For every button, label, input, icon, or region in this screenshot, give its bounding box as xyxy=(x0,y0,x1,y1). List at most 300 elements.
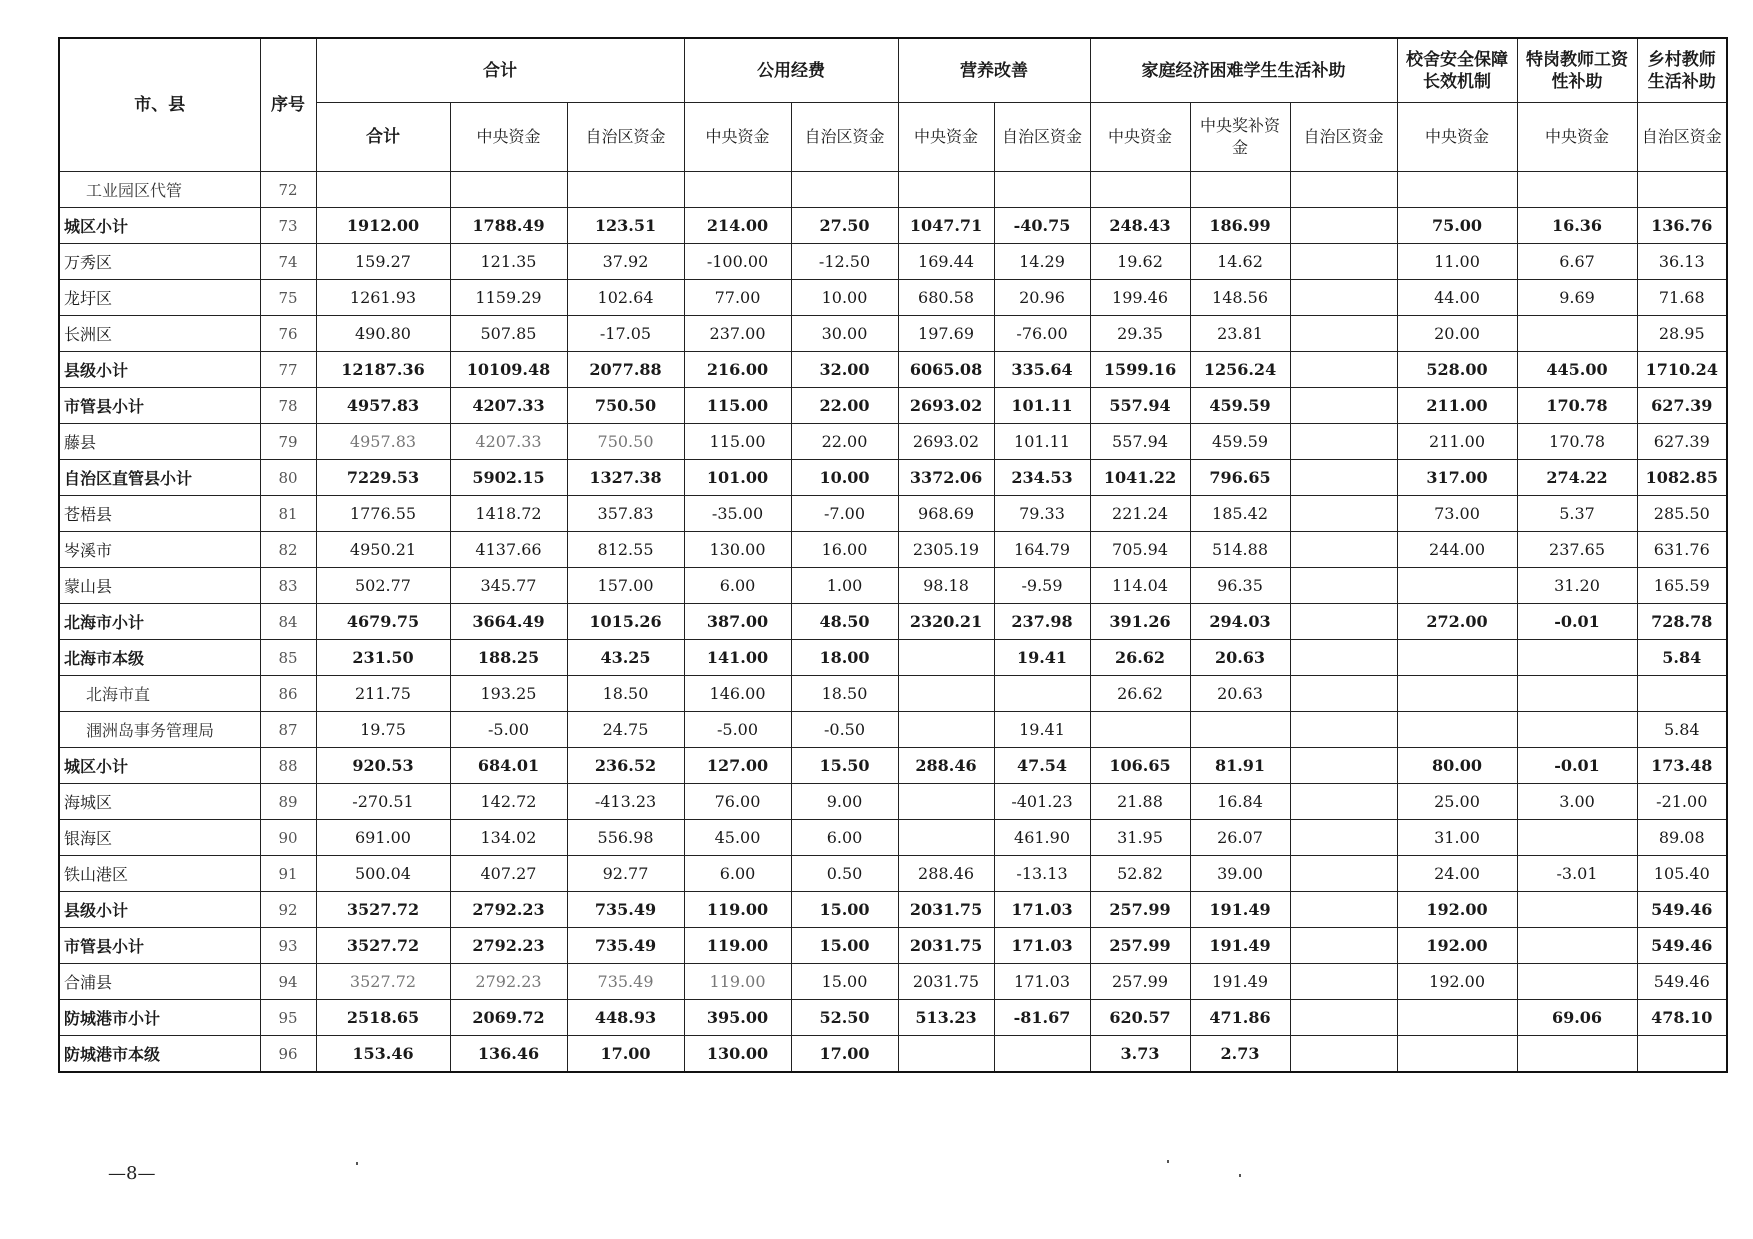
row-value-cell: 80.00 xyxy=(1397,748,1517,784)
row-value-cell: 557.94 xyxy=(1090,424,1190,460)
row-value-cell xyxy=(994,676,1090,712)
row-region-name: 涠洲岛事务管理局 xyxy=(59,712,260,748)
row-seq: 95 xyxy=(260,1000,316,1036)
row-value-cell: -21.00 xyxy=(1637,784,1727,820)
row-value-cell: 18.50 xyxy=(567,676,684,712)
row-value-cell: 728.78 xyxy=(1637,604,1727,640)
row-value-cell: 288.46 xyxy=(898,856,994,892)
row-seq: 86 xyxy=(260,676,316,712)
row-value-cell: 1327.38 xyxy=(567,460,684,496)
row-value-cell: 44.00 xyxy=(1397,280,1517,316)
row-value-cell xyxy=(1397,676,1517,712)
row-value-cell: 115.00 xyxy=(684,388,791,424)
row-value-cell: 136.46 xyxy=(450,1036,567,1073)
row-value-cell: 214.00 xyxy=(684,208,791,244)
row-value-cell: 12187.36 xyxy=(316,352,450,388)
row-value-cell: 490.80 xyxy=(316,316,450,352)
row-value-cell xyxy=(1090,712,1190,748)
row-value-cell: 170.78 xyxy=(1517,388,1637,424)
row-value-cell: -81.67 xyxy=(994,1000,1090,1036)
row-value-cell: 77.00 xyxy=(684,280,791,316)
row-value-cell: 22.00 xyxy=(791,424,898,460)
row-value-cell: 25.00 xyxy=(1397,784,1517,820)
row-value-cell: 2792.23 xyxy=(450,928,567,964)
row-seq: 80 xyxy=(260,460,316,496)
row-value-cell: 274.22 xyxy=(1517,460,1637,496)
row-value-cell: 17.00 xyxy=(791,1036,898,1073)
row-value-cell: 750.50 xyxy=(567,424,684,460)
row-value-cell: 148.56 xyxy=(1190,280,1290,316)
table-row xyxy=(59,928,1727,964)
table-row xyxy=(59,280,1727,316)
row-value-cell: 2.73 xyxy=(1190,1036,1290,1073)
row-value-cell: 705.94 xyxy=(1090,532,1190,568)
row-region-name: 自治区直管县小计 xyxy=(59,460,260,496)
row-value-cell: 10.00 xyxy=(791,460,898,496)
table-row xyxy=(59,820,1727,856)
header-group-public-funds: 公用经费 xyxy=(684,38,898,103)
row-region-name: 城区小计 xyxy=(59,748,260,784)
row-value-cell: 6065.08 xyxy=(898,352,994,388)
row-value-cell: 459.59 xyxy=(1190,424,1290,460)
scan-speck xyxy=(1167,1160,1169,1163)
row-value-cell: -100.00 xyxy=(684,244,791,280)
row-value-cell: 3372.06 xyxy=(898,460,994,496)
row-value-cell: 71.68 xyxy=(1637,280,1727,316)
row-value-cell: 7229.53 xyxy=(316,460,450,496)
row-value-cell: 4950.21 xyxy=(316,532,450,568)
row-value-cell xyxy=(1290,640,1397,676)
row-value-cell: 18.00 xyxy=(791,640,898,676)
table-row xyxy=(59,496,1727,532)
row-region-name: 龙圩区 xyxy=(59,280,260,316)
row-value-cell: 1082.85 xyxy=(1637,460,1727,496)
row-value-cell: 257.99 xyxy=(1090,964,1190,1000)
row-value-cell: 3.00 xyxy=(1517,784,1637,820)
row-value-cell: 257.99 xyxy=(1090,892,1190,928)
row-value-cell: 407.27 xyxy=(450,856,567,892)
row-value-cell: 37.92 xyxy=(567,244,684,280)
row-value-cell xyxy=(1290,928,1397,964)
header-sub-regional: 自治区资金 xyxy=(994,103,1090,172)
row-seq: 73 xyxy=(260,208,316,244)
table-row xyxy=(59,532,1727,568)
row-value-cell: 52.82 xyxy=(1090,856,1190,892)
row-value-cell xyxy=(1290,208,1397,244)
header-sub-central: 中央资金 xyxy=(1517,103,1637,172)
row-value-cell: 119.00 xyxy=(684,892,791,928)
row-value-cell: 26.62 xyxy=(1090,640,1190,676)
row-region-name: 苍梧县 xyxy=(59,496,260,532)
row-value-cell: -401.23 xyxy=(994,784,1090,820)
row-value-cell: 16.00 xyxy=(791,532,898,568)
header-sub-central-award: 中央奖补资金 xyxy=(1190,103,1290,172)
header-sub-regional: 自治区资金 xyxy=(1290,103,1397,172)
row-value-cell xyxy=(1290,316,1397,352)
row-value-cell xyxy=(1290,280,1397,316)
row-value-cell: 1041.22 xyxy=(1090,460,1190,496)
row-value-cell: 20.96 xyxy=(994,280,1090,316)
table-row xyxy=(59,1036,1727,1073)
row-value-cell: 288.46 xyxy=(898,748,994,784)
row-value-cell: -17.05 xyxy=(567,316,684,352)
row-value-cell: 43.25 xyxy=(567,640,684,676)
row-value-cell: 445.00 xyxy=(1517,352,1637,388)
row-value-cell: 211.75 xyxy=(316,676,450,712)
row-value-cell xyxy=(898,784,994,820)
row-value-cell: 211.00 xyxy=(1397,424,1517,460)
row-value-cell xyxy=(994,1036,1090,1073)
row-value-cell: 513.23 xyxy=(898,1000,994,1036)
row-value-cell: 20.63 xyxy=(1190,640,1290,676)
row-value-cell: -5.00 xyxy=(684,712,791,748)
row-value-cell xyxy=(1397,172,1517,208)
table-row xyxy=(59,568,1727,604)
row-value-cell xyxy=(1517,676,1637,712)
row-value-cell: 236.52 xyxy=(567,748,684,784)
row-value-cell: 20.63 xyxy=(1190,676,1290,712)
row-value-cell: 514.88 xyxy=(1190,532,1290,568)
row-value-cell: 237.00 xyxy=(684,316,791,352)
row-value-cell xyxy=(684,172,791,208)
row-value-cell: 735.49 xyxy=(567,892,684,928)
row-value-cell xyxy=(1397,712,1517,748)
header-group-rural-teacher: 乡村教师生活补助 xyxy=(1637,38,1727,103)
row-value-cell: 6.00 xyxy=(684,856,791,892)
row-value-cell: 6.00 xyxy=(791,820,898,856)
row-value-cell: 4679.75 xyxy=(316,604,450,640)
row-value-cell: 69.06 xyxy=(1517,1000,1637,1036)
row-value-cell xyxy=(1290,856,1397,892)
row-value-cell xyxy=(567,172,684,208)
row-value-cell: 18.50 xyxy=(791,676,898,712)
row-value-cell: 130.00 xyxy=(684,1036,791,1073)
row-value-cell: 164.79 xyxy=(994,532,1090,568)
header-sub-total: 合计 xyxy=(316,103,450,172)
row-value-cell: 3.73 xyxy=(1090,1036,1190,1073)
row-seq: 78 xyxy=(260,388,316,424)
table-row xyxy=(59,1000,1727,1036)
row-value-cell: 627.39 xyxy=(1637,388,1727,424)
row-value-cell: 272.00 xyxy=(1397,604,1517,640)
row-value-cell: 31.20 xyxy=(1517,568,1637,604)
row-value-cell: 96.35 xyxy=(1190,568,1290,604)
row-value-cell: 146.00 xyxy=(684,676,791,712)
row-value-cell: 105.40 xyxy=(1637,856,1727,892)
row-value-cell xyxy=(450,172,567,208)
table-row xyxy=(59,604,1727,640)
row-value-cell: 1256.24 xyxy=(1190,352,1290,388)
row-value-cell: 237.65 xyxy=(1517,532,1637,568)
row-seq: 76 xyxy=(260,316,316,352)
row-value-cell: 31.00 xyxy=(1397,820,1517,856)
table-row xyxy=(59,640,1727,676)
row-value-cell xyxy=(1290,568,1397,604)
row-value-cell: 170.78 xyxy=(1517,424,1637,460)
row-seq: 92 xyxy=(260,892,316,928)
row-value-cell: 123.51 xyxy=(567,208,684,244)
row-value-cell: 157.00 xyxy=(567,568,684,604)
row-value-cell: 549.46 xyxy=(1637,964,1727,1000)
row-value-cell: 199.46 xyxy=(1090,280,1190,316)
row-value-cell: 391.26 xyxy=(1090,604,1190,640)
row-value-cell: 627.39 xyxy=(1637,424,1727,460)
row-value-cell: 19.62 xyxy=(1090,244,1190,280)
row-value-cell xyxy=(1290,388,1397,424)
row-value-cell xyxy=(1290,676,1397,712)
row-value-cell xyxy=(1517,928,1637,964)
row-seq: 79 xyxy=(260,424,316,460)
row-value-cell: 5902.15 xyxy=(450,460,567,496)
row-value-cell: 171.03 xyxy=(994,928,1090,964)
row-value-cell: 115.00 xyxy=(684,424,791,460)
row-value-cell xyxy=(791,172,898,208)
row-value-cell: 3527.72 xyxy=(316,928,450,964)
row-value-cell: 17.00 xyxy=(567,1036,684,1073)
row-value-cell xyxy=(898,820,994,856)
table-row xyxy=(59,676,1727,712)
table-row xyxy=(59,352,1727,388)
row-value-cell: 1710.24 xyxy=(1637,352,1727,388)
row-seq: 72 xyxy=(260,172,316,208)
row-value-cell: 2077.88 xyxy=(567,352,684,388)
row-value-cell: 119.00 xyxy=(684,964,791,1000)
row-value-cell: 3664.49 xyxy=(450,604,567,640)
row-value-cell: 11.00 xyxy=(1397,244,1517,280)
row-value-cell xyxy=(898,712,994,748)
row-value-cell xyxy=(1190,172,1290,208)
row-value-cell xyxy=(1290,532,1397,568)
table-row xyxy=(59,208,1727,244)
row-value-cell: 549.46 xyxy=(1637,928,1727,964)
row-value-cell: 165.59 xyxy=(1637,568,1727,604)
row-value-cell: 2305.19 xyxy=(898,532,994,568)
row-value-cell: 134.02 xyxy=(450,820,567,856)
row-value-cell: 98.18 xyxy=(898,568,994,604)
row-value-cell: 216.00 xyxy=(684,352,791,388)
row-region-name: 藤县 xyxy=(59,424,260,460)
row-value-cell: 750.50 xyxy=(567,388,684,424)
row-value-cell: 15.00 xyxy=(791,928,898,964)
row-value-cell: 20.00 xyxy=(1397,316,1517,352)
row-value-cell: 357.83 xyxy=(567,496,684,532)
row-value-cell xyxy=(1190,712,1290,748)
row-seq: 87 xyxy=(260,712,316,748)
row-value-cell: 237.98 xyxy=(994,604,1090,640)
row-region-name: 县级小计 xyxy=(59,892,260,928)
row-region-name: 市管县小计 xyxy=(59,388,260,424)
row-value-cell xyxy=(316,172,450,208)
row-seq: 82 xyxy=(260,532,316,568)
row-value-cell: 1776.55 xyxy=(316,496,450,532)
row-value-cell: -413.23 xyxy=(567,784,684,820)
row-value-cell: 2792.23 xyxy=(450,892,567,928)
row-value-cell: 48.50 xyxy=(791,604,898,640)
row-value-cell: 2320.21 xyxy=(898,604,994,640)
row-region-name: 县级小计 xyxy=(59,352,260,388)
row-value-cell: 5.84 xyxy=(1637,712,1727,748)
row-value-cell: 29.35 xyxy=(1090,316,1190,352)
row-value-cell: 14.29 xyxy=(994,244,1090,280)
row-value-cell xyxy=(1637,172,1727,208)
row-value-cell: 812.55 xyxy=(567,532,684,568)
row-value-cell: 684.01 xyxy=(450,748,567,784)
row-value-cell: 10.00 xyxy=(791,280,898,316)
row-value-cell: 631.76 xyxy=(1637,532,1727,568)
row-value-cell: 153.46 xyxy=(316,1036,450,1073)
row-value-cell: 191.49 xyxy=(1190,928,1290,964)
row-value-cell xyxy=(1290,424,1397,460)
row-value-cell: 26.07 xyxy=(1190,820,1290,856)
row-value-cell xyxy=(1517,1036,1637,1073)
row-value-cell xyxy=(1517,820,1637,856)
row-value-cell: 75.00 xyxy=(1397,208,1517,244)
row-value-cell: 192.00 xyxy=(1397,892,1517,928)
row-value-cell: 6.67 xyxy=(1517,244,1637,280)
row-value-cell: 1015.26 xyxy=(567,604,684,640)
table-row xyxy=(59,784,1727,820)
row-value-cell: 31.95 xyxy=(1090,820,1190,856)
row-value-cell: 26.62 xyxy=(1090,676,1190,712)
row-value-cell xyxy=(1517,712,1637,748)
row-value-cell xyxy=(898,172,994,208)
row-value-cell: 1047.71 xyxy=(898,208,994,244)
header-sub-central: 中央资金 xyxy=(898,103,994,172)
row-value-cell xyxy=(994,172,1090,208)
row-value-cell: 231.50 xyxy=(316,640,450,676)
row-value-cell: 19.75 xyxy=(316,712,450,748)
row-value-cell: 285.50 xyxy=(1637,496,1727,532)
header-sub-central: 中央资金 xyxy=(450,103,567,172)
row-value-cell: 691.00 xyxy=(316,820,450,856)
row-seq: 81 xyxy=(260,496,316,532)
row-value-cell: -9.59 xyxy=(994,568,1090,604)
row-value-cell: 2693.02 xyxy=(898,424,994,460)
row-region-name: 蒙山县 xyxy=(59,568,260,604)
table-row xyxy=(59,244,1727,280)
row-value-cell: 101.00 xyxy=(684,460,791,496)
row-value-cell: 173.48 xyxy=(1637,748,1727,784)
row-value-cell: -0.01 xyxy=(1517,604,1637,640)
row-region-name: 岑溪市 xyxy=(59,532,260,568)
row-seq: 88 xyxy=(260,748,316,784)
row-value-cell: 4957.83 xyxy=(316,388,450,424)
row-value-cell: 2069.72 xyxy=(450,1000,567,1036)
row-value-cell xyxy=(1290,496,1397,532)
row-region-name: 长洲区 xyxy=(59,316,260,352)
row-seq: 85 xyxy=(260,640,316,676)
row-region-name: 铁山港区 xyxy=(59,856,260,892)
row-value-cell: 968.69 xyxy=(898,496,994,532)
row-value-cell: 448.93 xyxy=(567,1000,684,1036)
row-value-cell: 136.76 xyxy=(1637,208,1727,244)
row-value-cell: 73.00 xyxy=(1397,496,1517,532)
row-seq: 84 xyxy=(260,604,316,640)
row-value-cell: 471.86 xyxy=(1190,1000,1290,1036)
row-value-cell: 2792.23 xyxy=(450,964,567,1000)
row-value-cell: 36.13 xyxy=(1637,244,1727,280)
row-value-cell: 1261.93 xyxy=(316,280,450,316)
row-value-cell: 2031.75 xyxy=(898,892,994,928)
row-value-cell xyxy=(1290,352,1397,388)
row-value-cell xyxy=(1290,1036,1397,1073)
row-value-cell: 14.62 xyxy=(1190,244,1290,280)
row-value-cell: 244.00 xyxy=(1397,532,1517,568)
row-value-cell: 317.00 xyxy=(1397,460,1517,496)
row-value-cell: 193.25 xyxy=(450,676,567,712)
row-value-cell: 185.42 xyxy=(1190,496,1290,532)
row-value-cell xyxy=(1290,892,1397,928)
row-value-cell: 106.65 xyxy=(1090,748,1190,784)
row-value-cell: 121.35 xyxy=(450,244,567,280)
row-value-cell: 130.00 xyxy=(684,532,791,568)
row-value-cell: 32.00 xyxy=(791,352,898,388)
row-value-cell: 76.00 xyxy=(684,784,791,820)
row-value-cell xyxy=(1517,964,1637,1000)
row-value-cell: 6.00 xyxy=(684,568,791,604)
table-row xyxy=(59,892,1727,928)
row-seq: 75 xyxy=(260,280,316,316)
row-value-cell xyxy=(1290,748,1397,784)
row-value-cell: 478.10 xyxy=(1637,1000,1727,1036)
row-value-cell: 114.04 xyxy=(1090,568,1190,604)
row-value-cell: 248.43 xyxy=(1090,208,1190,244)
row-value-cell: 15.50 xyxy=(791,748,898,784)
row-value-cell: 5.37 xyxy=(1517,496,1637,532)
row-value-cell: -76.00 xyxy=(994,316,1090,352)
row-value-cell: 89.08 xyxy=(1637,820,1727,856)
row-value-cell: 4137.66 xyxy=(450,532,567,568)
row-seq: 89 xyxy=(260,784,316,820)
header-region: 市、县 xyxy=(59,38,260,172)
row-value-cell: -40.75 xyxy=(994,208,1090,244)
header-group-special-teacher: 特岗教师工资性补助 xyxy=(1517,38,1637,103)
row-value-cell: 28.95 xyxy=(1637,316,1727,352)
row-value-cell xyxy=(1290,172,1397,208)
row-value-cell xyxy=(1517,172,1637,208)
row-value-cell: 5.84 xyxy=(1637,640,1727,676)
row-region-name: 防城港市本级 xyxy=(59,1036,260,1073)
row-value-cell: 15.00 xyxy=(791,964,898,1000)
row-value-cell: 197.69 xyxy=(898,316,994,352)
row-value-cell: 159.27 xyxy=(316,244,450,280)
row-seq: 90 xyxy=(260,820,316,856)
row-region-name: 防城港市小计 xyxy=(59,1000,260,1036)
row-value-cell xyxy=(1397,1036,1517,1073)
row-value-cell: -7.00 xyxy=(791,496,898,532)
row-value-cell: 502.77 xyxy=(316,568,450,604)
row-value-cell xyxy=(1517,316,1637,352)
row-value-cell: 19.41 xyxy=(994,712,1090,748)
row-value-cell xyxy=(1517,892,1637,928)
scan-speck xyxy=(1239,1174,1241,1177)
row-value-cell: 191.49 xyxy=(1190,892,1290,928)
row-value-cell: 2031.75 xyxy=(898,928,994,964)
row-value-cell: 102.64 xyxy=(567,280,684,316)
row-value-cell xyxy=(1090,172,1190,208)
row-value-cell: 1912.00 xyxy=(316,208,450,244)
row-value-cell: 528.00 xyxy=(1397,352,1517,388)
header-sub-regional: 自治区资金 xyxy=(791,103,898,172)
row-value-cell xyxy=(1637,676,1727,712)
row-value-cell: 221.24 xyxy=(1090,496,1190,532)
row-value-cell: -5.00 xyxy=(450,712,567,748)
row-value-cell: 294.03 xyxy=(1190,604,1290,640)
row-value-cell: 10109.48 xyxy=(450,352,567,388)
row-region-name: 北海市小计 xyxy=(59,604,260,640)
row-value-cell: 735.49 xyxy=(567,928,684,964)
header-sub-central: 中央资金 xyxy=(1397,103,1517,172)
